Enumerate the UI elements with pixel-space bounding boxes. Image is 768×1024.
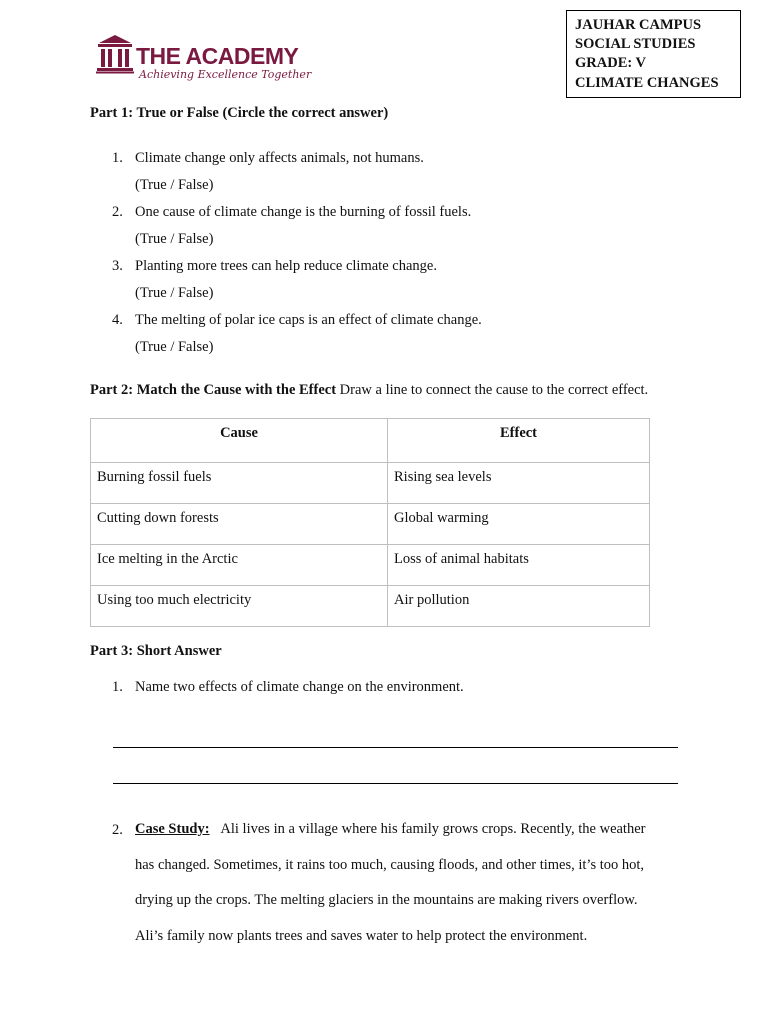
logo-title: THE ACADEMY [136, 43, 299, 69]
cause-column-header: Cause [91, 419, 388, 463]
effect-cell: Loss of animal habitats [388, 545, 650, 586]
part3-heading: Part 3: Short Answer [90, 643, 222, 659]
short-answer-question: Name two effects of climate change on the environment. [135, 679, 464, 695]
effect-cell: Rising sea levels [388, 463, 650, 504]
question-text: Planting more trees can help reduce climate change. [135, 258, 437, 274]
logo-tagline: Achieving Excellence Together [139, 68, 312, 81]
campus-label: JAUHAR CAMPUS [575, 17, 702, 33]
case-study-line: Ali’s family now plants trees and saves water to help protect the environment. [135, 928, 588, 945]
part1-heading: Part 1: True or False (Circle the correct answer) [90, 105, 389, 121]
true-false-options: (True / False) [135, 285, 214, 301]
table-row [91, 504, 650, 545]
true-false-options: (True / False) [135, 177, 214, 193]
answer-line[interactable] [113, 783, 678, 784]
item-number: 1. [112, 679, 123, 695]
cause-cell: Cutting down forests [91, 504, 388, 545]
item-number: 3. [112, 258, 123, 274]
case-study-paragraph [135, 812, 695, 955]
effect-cell: Global warming [388, 504, 650, 545]
answer-line[interactable] [113, 747, 678, 748]
true-false-options: (True / False) [135, 339, 214, 355]
cause-effect-table [90, 418, 650, 627]
table-row [91, 586, 650, 627]
case-study-line: Case Study: Ali lives in a village where his family grows crops. Recently, the weather [135, 821, 646, 837]
cause-cell: Using too much electricity [91, 586, 388, 627]
effect-column-header: Effect [388, 419, 650, 463]
topic-label: CLIMATE CHANGES [575, 74, 719, 91]
cause-cell: Burning fossil fuels [91, 463, 388, 504]
case-study-label: Case Study: [135, 821, 210, 837]
effect-cell: Air pollution [388, 586, 650, 627]
cause-cell: Ice melting in the Arctic [91, 545, 388, 586]
part2-heading [90, 382, 648, 399]
table-header-row [91, 419, 650, 463]
header-info-box [566, 10, 741, 98]
part2-title: Part 2: Match the Cause with the Effect [90, 382, 337, 398]
building-pillars-icon [96, 34, 134, 74]
grade-label: GRADE: V [575, 55, 647, 72]
question-text: The melting of polar ice caps is an effect of climate change. [135, 312, 482, 328]
academy-logo [96, 34, 312, 86]
item-number: 2. [112, 822, 123, 838]
true-false-options: (True / False) [135, 231, 214, 247]
question-text: One cause of climate change is the burning of fossil fuels. [135, 204, 472, 220]
subject-label: SOCIAL STUDIES [575, 36, 696, 53]
table-row [91, 545, 650, 586]
case-study-line: drying up the crops. The melting glaciers in the mountains are making rivers overflow. [135, 892, 638, 909]
item-number: 4. [112, 312, 123, 328]
item-number: 2. [112, 204, 123, 220]
item-number: 1. [112, 150, 123, 166]
table-row [91, 463, 650, 504]
part2-instruction: Draw a line to connect the cause to the correct effect. [339, 382, 649, 398]
case-study-line: has changed. Sometimes, it rains too much, causing floods, and other times, it’s too hot, [135, 856, 645, 873]
question-text: Climate change only affects animals, not humans. [135, 150, 424, 166]
